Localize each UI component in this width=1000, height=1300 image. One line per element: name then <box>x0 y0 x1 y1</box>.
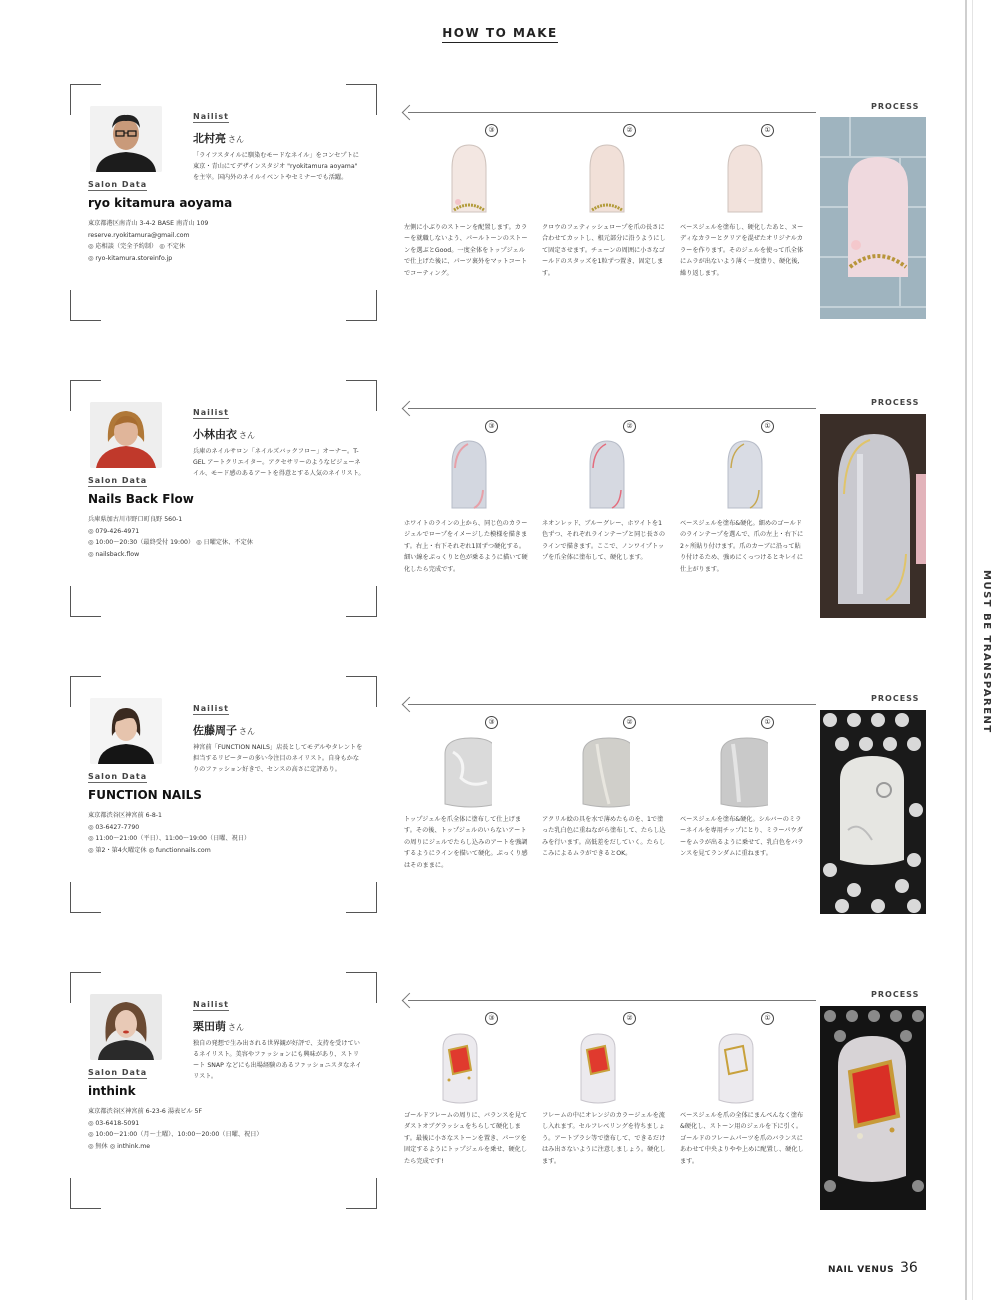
salon-hours: ◎ 応相談（完全予約制） ◎ 不定休 <box>88 243 186 250</box>
step-description: 左側に小ぶりのストーンを配置します。カラーを就職しないよう、パールトーンのストーンを選ぶとGood。一度全体をトップジェルで仕上げた後に、パーツ裏外をマットコートでコーティング。 <box>404 224 528 277</box>
process-step-3 <box>404 114 528 314</box>
finished-nail-photo <box>820 414 926 618</box>
salon-address: 東京都渋谷区神宮前 6-23-6 湯表ビル 5F <box>88 1108 203 1115</box>
nailist-name-text: 北村亮 <box>193 132 226 145</box>
section-2 <box>0 380 960 650</box>
magazine-brand: NAIL VENUS <box>828 1265 895 1275</box>
step-number: ② <box>623 420 636 433</box>
step-number: ① <box>761 420 774 433</box>
step-description: クロウのフェティッシュロープを爪の長さに合わせてカットし、根元部分に沿うようにして固定させます。チェーンの周囲に小さなゴールドのスタッズを1粒ずつ置き、固定します。 <box>542 224 666 277</box>
process-step-2 <box>542 410 666 610</box>
nail-step-illustration <box>570 1030 626 1104</box>
salon-hours: ◎ 10:00～21:00（月～土曜）、10:00～20:00（日曜、祝日） <box>88 1131 263 1138</box>
honorific: さん <box>228 1023 244 1032</box>
process-step-1 <box>680 114 804 314</box>
nail-step-illustration <box>708 734 768 808</box>
process-step-3 <box>404 410 528 610</box>
process-rule <box>408 704 816 705</box>
frame-corner <box>70 1178 101 1209</box>
step-description: ベースジェルを塗布し、硬化したあと、ヌーディなカラーとクリアを混ぜたオリジナルカラーを作ります。そのジェルを使って爪全体にムラが出ないよう薄く一度塗り、硬化後,繰り返します。 <box>680 224 804 277</box>
step-number: ③ <box>485 1012 498 1025</box>
salon-data-label: Salon Data <box>88 476 148 485</box>
nailist-label: Nailist <box>193 704 229 713</box>
salon-address: 東京都港区南青山 3-4-2 BASE 南青山 109 <box>88 220 209 227</box>
finished-nail-photo <box>820 117 926 319</box>
process-label: PROCESS <box>871 990 920 999</box>
nail-step-illustration <box>448 142 490 216</box>
process-step-1 <box>680 1002 804 1202</box>
frame-corner <box>346 1178 377 1209</box>
step-number: ① <box>761 1012 774 1025</box>
process-label: PROCESS <box>871 398 920 407</box>
salon-contact: ◎ 03-6418-5091 <box>88 1119 140 1127</box>
salon-data-label: Salon Data <box>88 772 148 781</box>
process-rule <box>408 408 816 409</box>
nailist-label: Nailist <box>193 1000 229 1009</box>
nailist-label: Nailist <box>193 408 229 417</box>
salon-name: inthink <box>88 1084 136 1098</box>
nail-step-illustration <box>708 1030 764 1104</box>
nail-step-illustration <box>724 142 766 216</box>
honorific: さん <box>239 727 255 736</box>
step-description: ホワイトのラインの上から、同じ色のカラージェルでロープをイメージした模様を描きます。右上・右下それぞれ1回ずつ硬化する。細い線をぷっくりと色が乗るように描いて硬化したら完成です。 <box>404 520 528 573</box>
process-rule <box>408 1000 816 1001</box>
process-rule <box>408 112 816 113</box>
nailist-name-text: 栗田萌 <box>193 1020 226 1033</box>
frame-corner <box>346 972 377 1003</box>
header-title: HOW TO MAKE <box>442 26 557 43</box>
side-text: MUST BE TRANSPARENT <box>981 570 992 734</box>
nail-step-illustration <box>586 438 628 512</box>
nailist-description: 兵庫のネイルサロン「ネイルズバックフロー」オーナー。T-GEL アートクリエイター。アクセサリーのようなビジューネイル、モード感のあるアートを得意とする人気のネイリスト。 <box>193 448 365 477</box>
section-3 <box>0 676 960 946</box>
salon-web: ◎ 第2・第4火曜定休 ◎ functionnails.com <box>88 846 211 854</box>
step-number: ③ <box>485 124 498 137</box>
salon-address: 兵庫県加古川市野口町良野 560-1 <box>88 516 183 523</box>
salon-address: 東京都渋谷区神宮前 6-8-1 <box>88 812 162 819</box>
nailist-photo <box>90 402 162 468</box>
nailist-photo <box>90 106 162 172</box>
salon-info <box>88 218 368 264</box>
process-step-1 <box>680 706 804 906</box>
step-description: アクリル絵の具を水で薄めたものを、1で塗った乳白色に重ねながら塗布して、たらし込みを行います。高低差をだしていく。たらしこみによるムラができるとOK。 <box>542 816 666 858</box>
frame-corner <box>70 586 101 617</box>
nailist-photo <box>90 698 162 764</box>
salon-web: ◎ ryo-kitamura.storeinfo.jp <box>88 254 173 262</box>
nailist-photo <box>90 994 162 1060</box>
honorific: さん <box>228 135 244 144</box>
nail-step-illustration <box>570 734 630 808</box>
frame-corner <box>346 290 377 321</box>
step-description: ゴールドフレームの周りに、バランスを見てダストオブグラッシュをちらして硬化します。最後に小さなストーンを置き、パーツを固定するようにトップジェルを乗せ、硬化したら完成です! <box>404 1112 528 1165</box>
step-number: ② <box>623 124 636 137</box>
step-number: ② <box>623 716 636 729</box>
salon-name: Nails Back Flow <box>88 492 194 506</box>
nailist-label: Nailist <box>193 112 229 121</box>
frame-corner <box>70 882 101 913</box>
salon-data-label: Salon Data <box>88 1068 148 1077</box>
step-description: フレームの中にオレンジのカラージェルを流し入れます。セルフレベリングを待ちましょう。アートブラシ等で塗布して、できるだけはみ出さないように注意しましょう。硬化します。 <box>542 1112 666 1165</box>
nailist-name-text: 佐藤周子 <box>193 724 237 737</box>
process-label: PROCESS <box>871 102 920 111</box>
frame-corner <box>346 882 377 913</box>
honorific: さん <box>239 431 255 440</box>
section-1 <box>0 84 960 354</box>
salon-info <box>88 514 368 560</box>
nail-step-illustration <box>724 438 766 512</box>
salon-hours: ◎ 11:00～21:00（平日）、11:00～19:00（日曜、祝日） <box>88 835 251 842</box>
step-number: ③ <box>485 420 498 433</box>
frame-corner <box>70 290 101 321</box>
nail-step-illustration <box>448 438 490 512</box>
step-number: ① <box>761 716 774 729</box>
finished-nail-photo <box>820 1006 926 1210</box>
nailist-name <box>193 722 255 738</box>
nail-step-illustration <box>432 1030 488 1104</box>
finished-nail-photo <box>820 710 926 914</box>
step-number: ③ <box>485 716 498 729</box>
nailist-name <box>193 1018 244 1034</box>
nail-step-illustration <box>586 142 628 216</box>
salon-contact: reserve.ryokitamura@gmail.com <box>88 231 190 239</box>
step-description: ベースジェルを塗布&硬化。細めのゴールドのラインテープを選んで、爪の左上・右下に2ヶ所貼り付けます。爪のカーブに沿って貼り付けるため、強めにくっつけるとキレイに仕上がります。 <box>680 520 804 573</box>
salon-contact: ◎ 03-6427-7790 <box>88 823 140 831</box>
process-step-1 <box>680 410 804 610</box>
nailist-name-text: 小林由衣 <box>193 428 237 441</box>
salon-name: ryo kitamura aoyama <box>88 196 233 210</box>
step-description: ネオンレッド、ブルーグレー、ホワイトを1色ずつ、それぞれラインテープと同じ長さのラインで描きます。ここで、ノンワイプトップを爪全体に塗布して、硬化します。 <box>542 520 666 562</box>
salon-data-label: Salon Data <box>88 180 148 189</box>
page-edge <box>965 0 967 1300</box>
process-step-3 <box>404 706 528 906</box>
frame-corner <box>346 586 377 617</box>
nailist-description: 神宮前「FUNCTION NAILS」店長としてモデルやタレントを担当するリピーターの多い今注目のネイリスト。自身もかなりのファッション好きで、センスの高さに定評あり。 <box>193 744 363 773</box>
frame-corner <box>346 380 377 411</box>
salon-web: ◎ nailsback.flow <box>88 550 140 558</box>
process-step-2 <box>542 1002 666 1202</box>
process-step-3 <box>404 1002 528 1202</box>
page-number: 36 <box>900 1260 918 1276</box>
salon-info <box>88 1106 368 1152</box>
process-step-2 <box>542 706 666 906</box>
page-header <box>0 26 1000 40</box>
step-number: ① <box>761 124 774 137</box>
salon-name: FUNCTION NAILS <box>88 788 202 802</box>
process-label: PROCESS <box>871 694 920 703</box>
salon-web: ◎ 無休 ◎ inthink.me <box>88 1142 151 1150</box>
salon-info <box>88 810 368 856</box>
step-description: トップジェルを爪全体に塗布して仕上げます。その後、トップジェルのいらないアートの周りにジェルでたらし込みのアートを強調するようにラインを描いて硬化。ぷっくり感はそのままに。 <box>404 816 528 869</box>
salon-hours: ◎ 10:00～20:30（最終受付 19:00） ◎ 日曜定休、不定休 <box>88 539 253 546</box>
frame-corner <box>346 84 377 115</box>
process-step-2 <box>542 114 666 314</box>
step-number: ② <box>623 1012 636 1025</box>
step-description: ベースジェルを爪の全体にまんべんなく塗布&硬化し、ストーン用のジェルを下に引く。ゴールドのフレームパーツを爪のバランスにあわせて中央よりやや上めに配置し、硬化します。 <box>680 1112 804 1165</box>
frame-corner <box>346 676 377 707</box>
nailist-name <box>193 426 255 442</box>
salon-contact: ◎ 079-426-4971 <box>88 527 140 535</box>
nail-step-illustration <box>432 734 492 808</box>
nailist-name <box>193 130 244 146</box>
step-description: ベースジェルを塗布&硬化。シルバーのミラーネイルを専用チップにとり、ミラーパウダーをムラが出るように乗せて、乳白色をバランスを見てランダムに重ねます。 <box>680 816 804 858</box>
nailist-description: 「ライフスタイルに馴染むモードなネイル」をコンセプトに東京・青山にてデザインスタジオ "ryokitamura aoyama" を主宰。国内外のネイルイベントやセミナーでも活躍。 <box>193 152 359 181</box>
nailist-description: 独自の発想で生み出される世界観が好評で、支持を受けているネイリスト。美容やファッションにも興味があり、ストリート SNAP などにも出場経験のあるファッショニスタなネイリスト。 <box>193 1040 362 1080</box>
section-4 <box>0 972 960 1242</box>
